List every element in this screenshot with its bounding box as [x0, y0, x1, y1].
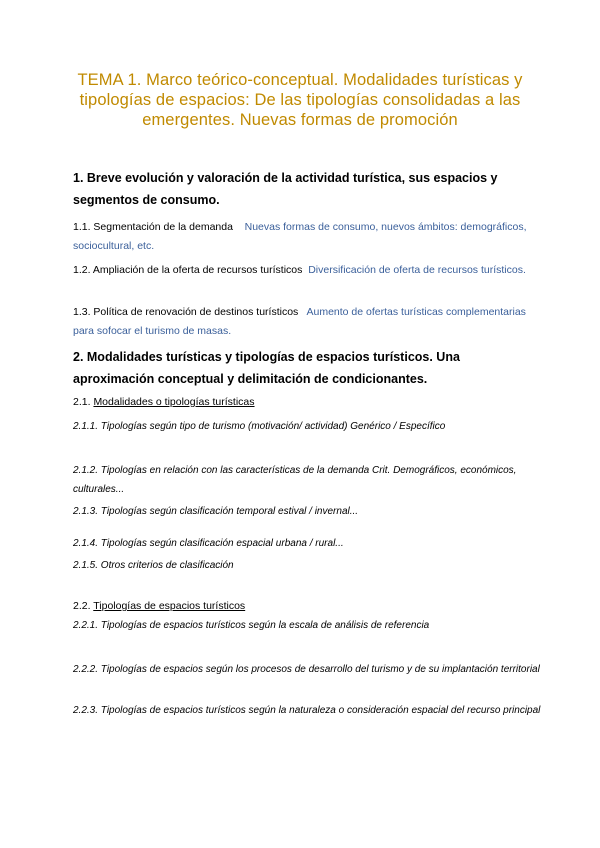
- section-1-1-note: Nuevas formas de consumo, nuevos ámbitos: demográficos, sociocultural, etc.: [73, 221, 527, 252]
- item-2-2-3: 2.2.3. Tipologías de espacios turísticos según la naturaleza o consideración espacial del recurso principal: [73, 705, 541, 716]
- section-2-2-label: Tipologías de espacios turísticos: [93, 600, 246, 612]
- document-title: TEMA 1. Marco teórico-conceptual. Modalidades turísticas y tipologías de espacios: De las tipologías consolidadas a las emergentes. Nuevas formas de promoción: [77, 71, 523, 129]
- section-1-heading: 1. Breve evolución y valoración de la actividad turística, sus espacios y segmentos de consumo.: [73, 171, 498, 207]
- section-1-3-label: 1.3. Política de renovación de destinos turísticos: [73, 306, 299, 318]
- section-2-1-heading: [73, 394, 543, 410]
- section-2-1-number: 2.1.: [73, 396, 91, 408]
- item-2-1-5: 2.1.5. Otros criterios de clasificación: [73, 560, 234, 571]
- section-2-2-number: 2.2.: [73, 600, 91, 612]
- item-2-2-1: 2.2.1. Tipologías de espacios turísticos según la escala de análisis de referencia: [73, 620, 430, 631]
- section-1-1-label: 1.1. Segmentación de la demanda: [73, 221, 233, 233]
- section-1-2-label: 1.2. Ampliación de la oferta de recursos turísticos: [73, 264, 303, 276]
- item-2-1-4: 2.1.4. Tipologías según clasificación espacial urbana / rural...: [73, 538, 344, 549]
- section-2-2-heading: [73, 598, 543, 614]
- section-1-1: [73, 218, 543, 256]
- section-1-3-note: Aumento de ofertas turísticas complementarias para sofocar el turismo de masas.: [73, 306, 526, 337]
- section-2-1-label: Modalidades o tipologías turísticas: [93, 396, 255, 408]
- item-2-1-1: 2.1.1. Tipologías según tipo de turismo (motivación/ actividad) Genérico / Específico: [73, 421, 446, 432]
- item-2-1-2: 2.1.2. Tipologías en relación con las características de la demanda Crit. Demográficos, económicos, culturales...: [73, 465, 517, 495]
- section-1-2-note: Diversificación de oferta de recursos turísticos.: [308, 264, 526, 276]
- section-2-heading: 2. Modalidades turísticas y tipologías de espacios turísticos. Una aproximación conceptual y delimitación de condicionantes.: [73, 350, 460, 386]
- item-2-1-3: 2.1.3. Tipologías según clasificación temporal estival / invernal...: [73, 506, 359, 517]
- item-2-2-2: 2.2.2. Tipologías de espacios según los procesos de desarrollo del turismo y de su implantación territorial: [73, 664, 540, 675]
- section-1-3: [73, 303, 543, 341]
- section-1-2: [73, 261, 543, 280]
